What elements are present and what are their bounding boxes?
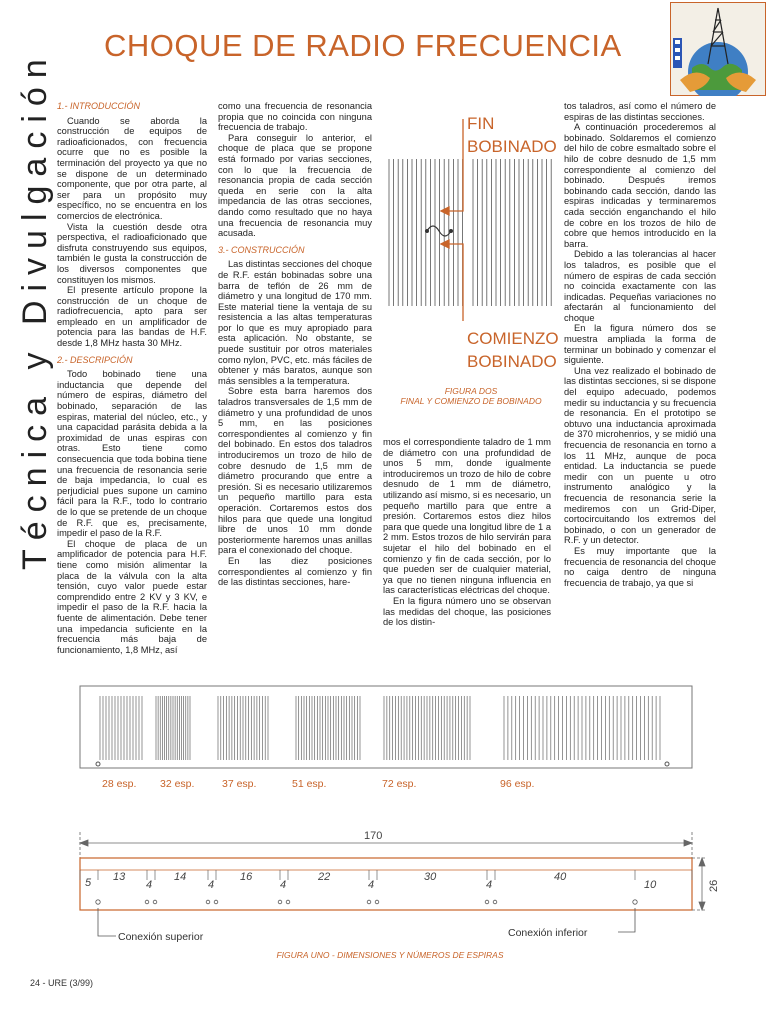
paragraph: Las distintas secciones del choque de R.F. están bobinadas sobre una barra de teflón de 26 mm de diámetro y una longitud de 170 mm. Este material tiene la ventaja de su resistencia a las altas temperaturas por lo que es muy apropiado para esta aplicación. No obstante, se puede sustituir por otros materiales como nylon, PVC, etc. más fáciles de obtener y más baratos, aunque son más sensibles a la temperatura.: [218, 259, 372, 386]
dim-value: 14: [174, 871, 187, 883]
caption-line: FINAL Y COMIENZO DE BOBINADO: [400, 395, 542, 406]
article-column-1: [57, 101, 207, 655]
teflon-rod-top-view: [80, 686, 692, 768]
dim-value: 4: [368, 879, 375, 891]
figure-one-caption: FIGURA UNO - DIMENSIONES Y NÚMEROS DE ESPIRAS: [276, 950, 504, 960]
paragraph: El presente artículo propone la construcción de un choque de radiofrecuencia, apto para ser empleado en un amplificador de potencia para las bandas de H.F. desde 1,8 MHz hasta 30 MHz.: [57, 285, 207, 349]
paragraph: Todo bobinado tiene una inductancia que depende del número de espiras, diámetro del bobinado, separación de las espiras, material del núcleo, etc., y una capacidad parásita debida a la proximidad de unas espiras con otras. Esto tiene como consecuencia que toda bobina tiene una frecuencia de resonancia serie de baja impedancia, lo cual es perjudicial pues supone un camino fácil para la R.F., todo lo contrario de lo que se pretende de un choque de R.F. que es, precisamente, impedir el paso de la R.F.: [57, 369, 207, 539]
figure-one: [60, 680, 720, 960]
dim-value: 10: [644, 879, 657, 891]
figure-two-caption: [383, 387, 559, 406]
section-turns-label: 96 esp.: [500, 778, 535, 790]
paragraph: En la figura número dos se muestra ampliada la forma de terminar un bobinado y comenzar el siguiente.: [564, 323, 716, 366]
dim-value: 4: [486, 879, 493, 891]
dim-value: 40: [554, 871, 567, 883]
paragraph: Cuando se aborda la construcción de equipos de radioaficionados, con frecuencia ocurre que no es posible la terminación del proyecto ya que no se dispone de un determinado componente, que por otra parte, al ser para un propósito muy específico, no se encuentra en los comercios de electrónica.: [57, 115, 207, 221]
paragraph: Es muy importante que la frecuencia de resonancia del choque no caiga dentro de ninguna frecuencia de trabajo, ya que si: [564, 545, 716, 588]
paragraph: A continuación procederemos al bobinado. Soldaremos el comienzo del hilo de cobre esmaltado sobre el hilo de cobre desnudo de 1,5 mm correspondiente al comienzo del bobinado. Después iremos bobinando cada sección, dando las espiras indicadas y terminaremos cada sección enganchando el hilo de cobre en los trozos de hilo de cobre que hemos introducido en la barra.: [564, 122, 716, 249]
dim-value: 4: [208, 879, 215, 891]
label-conexion-superior: Conexión superior: [118, 931, 204, 943]
dim-value: 22: [318, 871, 331, 883]
article-column-3: [383, 437, 551, 628]
paragraph: Debido a las tolerancias al hacer los taladros, es posible que el número de espiras de cada sección no coincida exactamente con las indicadas. Pequeñas variaciones no afectarán al funcionamiento del choque: [564, 249, 716, 323]
paragraph: El choque de placa de un amplificador de potencia para H.F. tiene como misión alimentar la placa de la válvula con la alta tensión, cuyo valor puede estar comprendido entre 2 KV y 3 KV, e impedir el paso de la R.F. hacia la fuente de alimentación. Debe tener una impedancia suficiente en la frecuencia más baja de funcionamiento, 1,8 MHz, así: [57, 538, 207, 655]
section-turns-label: 32 esp.: [160, 778, 195, 790]
heading-construccion: 3.- CONSTRUCCIÓN: [218, 244, 305, 255]
article-column-2: [218, 101, 372, 588]
caption-line: FIGURA DOS: [444, 386, 498, 396]
side-title-text: Técnica y Divulgación: [16, 50, 54, 570]
page-title: CHOQUE DE RADIO FRECUENCIA: [104, 28, 622, 63]
paragraph: Sobre esta barra haremos dos taladros transversales de 1,5 mm de diámetro y una profundidad de unos 5 mm, en las posiciones correspondientes al comienzo y fin del bobinado. En estos dos taladros introduciremos un trozo de hilo de cobre desnudo de 1,5 mm de diámetro procurando que entre a presión. Si es necesario utilizaremos un pequeño martillo para esta operación. Cortaremos estos dos hilos para que quede una longitud libre de unos 10 mm donde posteriormente haremos unas anillas para el conexionado del choque.: [218, 386, 372, 556]
paragraph: Vista la cuestión desde otra perspectiva, el radioaficionado que disfruta construyendo sus equipos, también le gusta la construcción de los diversos componentes que constituyen los mismos.: [57, 221, 207, 285]
dim-value: 4: [146, 879, 153, 891]
heading-introduccion: 1.- INTRODUCCIÓN: [57, 101, 140, 111]
paragraph: tos taladros, así como el número de espiras de las distintas secciones.: [564, 101, 716, 122]
dim-value: 4: [280, 879, 287, 891]
label-conexion-inferior: Conexión inferior: [508, 927, 588, 939]
dim-value: 5: [85, 877, 92, 889]
paragraph: En las diez posiciones correspondientes al comienzo y fin de las distintas secciones, hare-: [218, 555, 372, 588]
paragraph: mos el correspondiente taladro de 1 mm de diámetro con una profundidad de unos 5 mm, donde igualmente introduciremos un trozo de hilo de cobre desnudo de 1 mm de diámetro, utilizando así mismo, si es necesario, un pequeño martillo para que entre a presión. Cortaremos estos diez hilos para que quede una longitud libre de 1 a 2 mm. Estos trozos de hilo servirán para sujetar el hilo del bobinado en el comienzo y fin de cada sección, por lo que pueden ser de cualquier material, ya que no tienen ninguna influencia en las características eléctricas del choque.: [383, 437, 551, 596]
paragraph: como una frecuencia de resonancia propia que no coincida con ninguna frecuencia de trabajo.: [218, 101, 372, 133]
section-turns-label: 72 esp.: [382, 778, 417, 790]
dim-value: 16: [240, 871, 253, 883]
page-footer: 24 - URE (3/99): [30, 978, 94, 988]
coil-sections: [100, 696, 660, 760]
dim-total-length: 170: [364, 830, 383, 842]
section-turns-label: 37 esp.: [222, 778, 257, 790]
paragraph: Una vez realizado el bobinado de las distintas secciones, si se dispone del equipo adecuado, podemos medir su inductancia y su frecuencia de resonancia. En el prototipo se obtuvo una inductancia aproximada de 370 microhenrios, y se midió una frecuencia de resonancia en torno a los 11 MHz, aunque de poca entidad. La inductancia se puede medir con un puente u otro instrumento analógico y la frecuencia de resonancia serie la mediremos con un Grid-Diper, cortocircuitando los extremos del bobinado, o con un generador de R.F. y un detector.: [564, 365, 716, 546]
teflon-rod-dimension-view: [80, 858, 692, 910]
section-side-title: [2, 30, 56, 570]
figure-two: [383, 101, 559, 431]
label-comienzo: COMIENZO: [467, 329, 559, 348]
dim-value: 30: [424, 871, 437, 883]
section-turns-label: 51 esp.: [292, 778, 327, 790]
dim-value: 13: [113, 871, 126, 883]
label-bobinado-bottom: BOBINADO: [467, 352, 557, 371]
paragraph: Para conseguir lo anterior, el choque de placa que se propone está formado por varias secciones, con lo que la frecuencia de resonancia propia de cada sección queda en serie con la alta impedancia de las otras secciones, dando como resultado que no haya una frecuencia de resonancia muy acusada.: [218, 132, 372, 239]
dim-diameter: 26: [708, 879, 720, 892]
article-column-4: [564, 101, 716, 588]
coil-winding-lines: [389, 159, 551, 306]
ure-logo: [670, 2, 766, 96]
section-dimension-marks: [80, 870, 692, 880]
section-turns-label: 28 esp.: [102, 778, 137, 790]
label-fin: FIN: [467, 114, 495, 133]
heading-descripcion: 2.- DESCRIPCIÓN: [57, 354, 133, 365]
paragraph: En la figura número uno se observan las medidas del choque, las posiciones de los distin-: [383, 595, 551, 628]
label-bobinado-top: BOBINADO: [467, 137, 557, 156]
